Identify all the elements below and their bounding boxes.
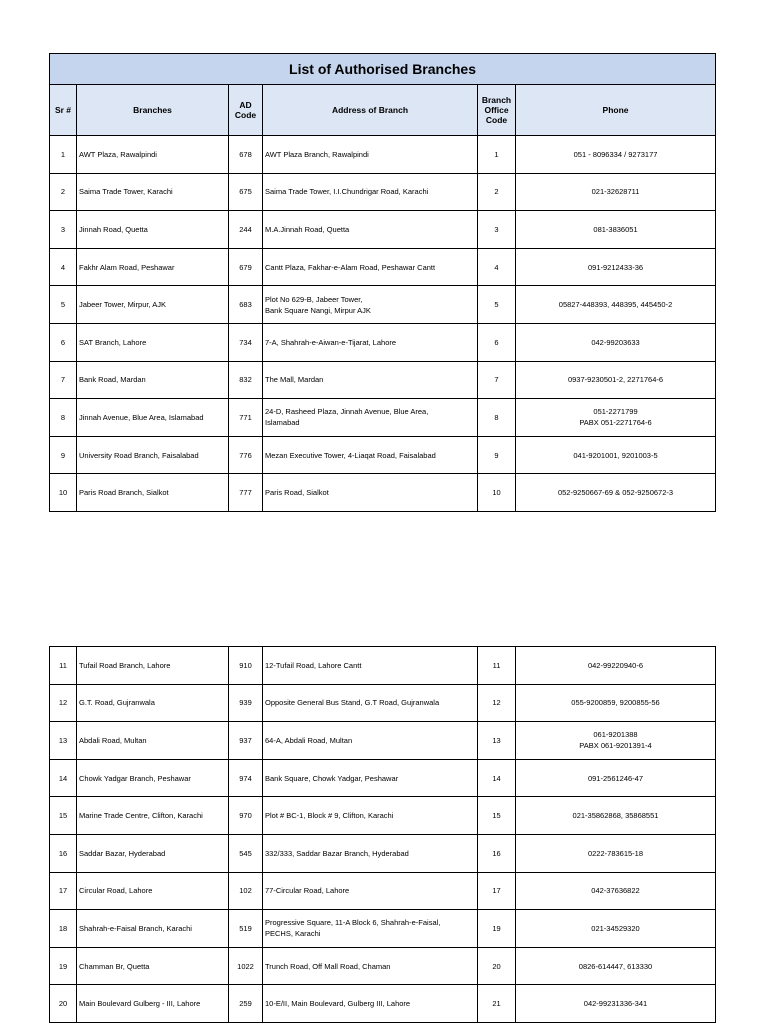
cell-line: 8 <box>494 412 499 422</box>
cell-sr <box>50 436 77 474</box>
cell-line: 10 <box>58 488 68 498</box>
cell-line: 091-9212433-36 <box>587 262 644 272</box>
cell-address <box>263 722 478 760</box>
cell-sr <box>50 323 77 361</box>
cell-line: Tufail Road Branch, Lahore <box>79 660 171 670</box>
header-phone: Phone <box>516 85 716 136</box>
cell-line: AWT Plaza Branch, Rawalpindi <box>265 149 369 159</box>
cell-line: 734 <box>239 337 252 347</box>
table-row <box>50 361 716 399</box>
cell-branch <box>77 248 229 286</box>
cell-sr <box>50 173 77 211</box>
table-row <box>50 985 716 1023</box>
cell-ad-code <box>229 211 263 249</box>
header-sr: Sr # <box>50 85 77 136</box>
cell-line: Jabeer Tower, Mirpur, AJK <box>79 300 166 310</box>
cell-sr <box>50 647 77 685</box>
table-row <box>50 211 716 249</box>
cell-line: 771 <box>239 412 252 422</box>
cell-line: 7 <box>494 375 499 385</box>
cell-phone <box>516 647 716 685</box>
cell-office-code <box>478 947 516 985</box>
table-row <box>50 323 716 361</box>
cell-phone <box>516 872 716 910</box>
cell-line: 055-9200859, 9200855-56 <box>571 698 660 708</box>
table-row <box>50 173 716 211</box>
cell-line: 832 <box>239 375 252 385</box>
cell-ad-code <box>229 647 263 685</box>
cell-line: 777 <box>239 488 252 498</box>
cell-ad-code <box>229 474 263 512</box>
cell-branch <box>77 797 229 835</box>
cell-branch <box>77 323 229 361</box>
cell-line: 0937-9230501-2, 2271764-6 <box>567 375 664 385</box>
table-row <box>50 248 716 286</box>
cell-line: 21 <box>492 999 501 1009</box>
cell-phone <box>516 985 716 1023</box>
cell-office-code <box>478 211 516 249</box>
cell-phone <box>516 361 716 399</box>
cell-ad-code <box>229 173 263 211</box>
cell-line: 13 <box>58 735 68 745</box>
cell-address <box>263 286 478 324</box>
cell-line: 519 <box>239 923 252 933</box>
cell-ad-code <box>229 797 263 835</box>
cell-line: 3 <box>494 224 499 234</box>
cell-ad-code <box>229 323 263 361</box>
cell-ad-code <box>229 684 263 722</box>
cell-line: Progressive Square, 11-A Block 6, Shahrah-e-Faisal, <box>265 918 441 928</box>
cell-office-code <box>478 872 516 910</box>
cell-phone <box>516 173 716 211</box>
cell-line: 14 <box>58 773 68 783</box>
cell-line: 20 <box>58 999 68 1009</box>
cell-line: 679 <box>239 262 252 272</box>
cell-line: 042-99203633 <box>591 337 640 347</box>
table-row <box>50 286 716 324</box>
cell-branch <box>77 173 229 211</box>
cell-office-code <box>478 173 516 211</box>
cell-line: Fakhr Alam Road, Peshawar <box>79 262 175 272</box>
table-header-row <box>50 85 716 136</box>
cell-branch <box>77 759 229 797</box>
cell-branch <box>77 399 229 437</box>
cell-line: Saima Trade Tower, I.I.Chundrigar Road, Karachi <box>265 187 429 197</box>
cell-phone <box>516 759 716 797</box>
cell-ad-code <box>229 834 263 872</box>
cell-line: 15 <box>492 811 501 821</box>
cell-line: 18 <box>58 923 68 933</box>
cell-line: PABX 061-9201391-4 <box>579 741 652 751</box>
cell-line: 052-9250667-69 & 052-9250672-3 <box>557 488 674 498</box>
cell-address <box>263 910 478 948</box>
cell-branch <box>77 947 229 985</box>
cell-line: 15 <box>58 811 68 821</box>
cell-sr <box>50 722 77 760</box>
cell-line: Jinnah Road, Quetta <box>79 224 148 234</box>
cell-line: 14 <box>492 773 501 783</box>
cell-line: 7-A, Shahrah-e-Aiwan-e-Tijarat, Lahore <box>265 337 397 347</box>
table-body-1 <box>50 136 716 512</box>
cell-line: 12 <box>492 698 501 708</box>
cell-line: University Road Branch, Faisalabad <box>79 450 199 460</box>
table-body-2 <box>50 647 716 1023</box>
cell-line: 19 <box>58 961 68 971</box>
cell-line: 7 <box>60 375 66 385</box>
cell-line: 091-2561246-47 <box>587 773 644 783</box>
cell-phone <box>516 323 716 361</box>
cell-address <box>263 647 478 685</box>
cell-line: 974 <box>239 773 252 783</box>
cell-ad-code <box>229 436 263 474</box>
cell-address <box>263 399 478 437</box>
cell-address <box>263 323 478 361</box>
table-row <box>50 910 716 948</box>
cell-branch <box>77 834 229 872</box>
cell-line: 259 <box>239 999 252 1009</box>
cell-line: Paris Road Branch, Sialkot <box>79 488 169 498</box>
cell-line: 11 <box>492 660 501 670</box>
cell-sr <box>50 947 77 985</box>
cell-sr <box>50 872 77 910</box>
table-row <box>50 872 716 910</box>
cell-address <box>263 361 478 399</box>
cell-line: 10-E/II, Main Boulevard, Gulberg III, Lahore <box>265 999 411 1009</box>
cell-address <box>263 947 478 985</box>
cell-line: 64-A, Abdali Road, Multan <box>265 735 353 745</box>
cell-sr <box>50 399 77 437</box>
cell-line: 3 <box>60 224 66 234</box>
cell-office-code <box>478 399 516 437</box>
cell-line: 041-9201001, 9201003-5 <box>573 450 658 460</box>
cell-line: 939 <box>239 698 252 708</box>
cell-line: 11 <box>59 660 67 670</box>
cell-line: 545 <box>239 848 252 858</box>
header-address: Address of Branch <box>263 85 478 136</box>
table-row <box>50 834 716 872</box>
cell-office-code <box>478 647 516 685</box>
cell-address <box>263 136 478 174</box>
cell-ad-code <box>229 286 263 324</box>
table-row <box>50 474 716 512</box>
branches-table-1 <box>49 53 716 512</box>
header-ad-code: AD Code <box>229 85 263 136</box>
cell-line: SAT Branch, Lahore <box>79 337 147 347</box>
cell-ad-code <box>229 722 263 760</box>
cell-line: 021-35862868, 35868551 <box>572 811 659 821</box>
cell-office-code <box>478 361 516 399</box>
cell-phone <box>516 722 716 760</box>
cell-line: Paris Road, Sialkot <box>265 488 329 498</box>
cell-sr <box>50 910 77 948</box>
table-row <box>50 947 716 985</box>
cell-line: Marine Trade Centre, Clifton, Karachi <box>79 811 203 821</box>
table-row <box>50 436 716 474</box>
cell-ad-code <box>229 985 263 1023</box>
cell-phone <box>516 834 716 872</box>
cell-line: 12-Tufail Road, Lahore Cantt <box>265 660 362 670</box>
cell-sr <box>50 136 77 174</box>
cell-branch <box>77 722 229 760</box>
cell-line: Islamabad <box>265 418 300 428</box>
cell-branch <box>77 361 229 399</box>
cell-line: 678 <box>239 149 252 159</box>
table-row <box>50 759 716 797</box>
cell-office-code <box>478 759 516 797</box>
cell-line: 683 <box>239 300 252 310</box>
cell-line: Bank Square Nangi, Mirpur AJK <box>265 305 371 315</box>
cell-line: 9 <box>60 450 66 460</box>
cell-line: 937 <box>239 735 252 745</box>
cell-line: 6 <box>60 337 66 347</box>
cell-line: 2 <box>60 187 66 197</box>
page-title: List of Authorised Branches <box>50 54 716 85</box>
cell-office-code <box>478 286 516 324</box>
cell-line: 675 <box>239 187 252 197</box>
cell-sr <box>50 361 77 399</box>
cell-line: 13 <box>492 735 501 745</box>
cell-office-code <box>478 722 516 760</box>
cell-line: 12 <box>58 698 68 708</box>
cell-line: Circular Road, Lahore <box>79 886 153 896</box>
cell-address <box>263 248 478 286</box>
cell-ad-code <box>229 759 263 797</box>
cell-ad-code <box>229 947 263 985</box>
cell-sr <box>50 985 77 1023</box>
cell-address <box>263 173 478 211</box>
cell-phone <box>516 910 716 948</box>
cell-office-code <box>478 136 516 174</box>
cell-office-code <box>478 910 516 948</box>
cell-line: PABX 051-2271764-6 <box>579 418 652 428</box>
cell-sr <box>50 759 77 797</box>
cell-branch <box>77 872 229 910</box>
cell-ad-code <box>229 248 263 286</box>
cell-line: Trunch Road, Off Mall Road, Chaman <box>265 961 391 971</box>
cell-ad-code <box>229 136 263 174</box>
cell-office-code <box>478 436 516 474</box>
cell-line: 081-3836051 <box>593 224 638 234</box>
cell-line: 061-9201388 <box>593 730 638 740</box>
cell-line: 970 <box>239 811 252 821</box>
cell-address <box>263 436 478 474</box>
cell-ad-code <box>229 361 263 399</box>
cell-phone <box>516 399 716 437</box>
cell-line: 102 <box>239 886 252 896</box>
cell-line: G.T. Road, Gujranwala <box>79 698 155 708</box>
cell-line: Chowk Yadgar Branch, Peshawar <box>79 773 191 783</box>
cell-sr <box>50 474 77 512</box>
cell-address <box>263 834 478 872</box>
cell-sr <box>50 248 77 286</box>
cell-sr <box>50 684 77 722</box>
table-row <box>50 684 716 722</box>
cell-branch <box>77 985 229 1023</box>
cell-line: 10 <box>492 488 501 498</box>
cell-line: 021-34529320 <box>591 923 640 933</box>
cell-office-code <box>478 797 516 835</box>
cell-line: The Mall, Mardan <box>265 375 324 385</box>
cell-line: 9 <box>494 450 499 460</box>
table-row <box>50 399 716 437</box>
cell-line: 042-99231336-341 <box>583 999 648 1009</box>
cell-line: Opposite General Bus Stand, G.T Road, Gujranwala <box>265 698 440 708</box>
cell-line: 1022 <box>237 961 254 971</box>
cell-line: 051-2271799 <box>593 407 638 417</box>
cell-line: 0826-614447, 613330 <box>578 961 653 971</box>
cell-line: 5 <box>494 300 499 310</box>
cell-ad-code <box>229 910 263 948</box>
cell-branch <box>77 436 229 474</box>
cell-line: PECHS, Karachi <box>265 929 321 939</box>
cell-line: 5 <box>60 300 66 310</box>
branches-table-2 <box>49 646 716 1023</box>
cell-phone <box>516 211 716 249</box>
cell-line: Plot # BC-1, Block # 9, Clifton, Karachi <box>265 811 394 821</box>
cell-line: Jinnah Avenue, Blue Area, Islamabad <box>79 412 204 422</box>
cell-phone <box>516 474 716 512</box>
cell-address <box>263 684 478 722</box>
cell-branch <box>77 211 229 249</box>
cell-line: 021-32628711 <box>591 187 640 197</box>
cell-line: 6 <box>494 337 499 347</box>
cell-line: 2 <box>494 187 499 197</box>
cell-line: 24-D, Rasheed Plaza, Jinnah Avenue, Blue Area, <box>265 407 429 417</box>
cell-line: Mezan Executive Tower, 4-Liaqat Road, Faisalabad <box>265 450 436 460</box>
cell-line: 05827-448393, 448395, 445450-2 <box>558 300 673 310</box>
cell-office-code <box>478 985 516 1023</box>
cell-phone <box>516 436 716 474</box>
table-row <box>50 722 716 760</box>
cell-line: 1 <box>494 149 499 159</box>
cell-line: 051 - 8096334 / 9273177 <box>573 149 658 159</box>
cell-address <box>263 211 478 249</box>
cell-line: Main Boulevard Gulberg - III, Lahore <box>79 999 201 1009</box>
cell-line: 4 <box>60 262 66 272</box>
cell-line: 042-99220940-6 <box>587 660 644 670</box>
cell-line: 77-Circular Road, Lahore <box>265 886 350 896</box>
cell-line: 1 <box>60 149 66 159</box>
cell-sr <box>50 286 77 324</box>
cell-sr <box>50 211 77 249</box>
cell-line: 17 <box>492 886 501 896</box>
cell-line: Chamman Br, Quetta <box>79 961 150 971</box>
cell-line: 0222-783615-18 <box>587 848 644 858</box>
cell-branch <box>77 647 229 685</box>
cell-office-code <box>478 248 516 286</box>
cell-sr <box>50 797 77 835</box>
cell-line: 776 <box>239 450 252 460</box>
cell-line: Bank Square, Chowk Yadgar, Peshawar <box>265 773 399 783</box>
cell-line: Cantt Plaza, Fakhar-e-Alam Road, Peshawar Cantt <box>265 262 436 272</box>
cell-office-code <box>478 323 516 361</box>
table-row <box>50 797 716 835</box>
cell-phone <box>516 797 716 835</box>
cell-line: 19 <box>492 923 501 933</box>
cell-address <box>263 985 478 1023</box>
cell-line: 16 <box>58 848 68 858</box>
cell-line: 16 <box>492 848 501 858</box>
cell-line: 042-37636822 <box>591 886 640 896</box>
cell-office-code <box>478 834 516 872</box>
cell-line: 332/333, Saddar Bazar Branch, Hyderabad <box>265 848 409 858</box>
cell-line: Shahrah-e-Faisal Branch, Karachi <box>79 923 192 933</box>
cell-branch <box>77 474 229 512</box>
cell-phone <box>516 947 716 985</box>
cell-branch <box>77 286 229 324</box>
cell-office-code <box>478 474 516 512</box>
cell-address <box>263 872 478 910</box>
cell-line: 910 <box>239 660 252 670</box>
cell-address <box>263 474 478 512</box>
cell-office-code <box>478 684 516 722</box>
cell-line: 20 <box>492 961 501 971</box>
table-row <box>50 647 716 685</box>
cell-line: Saddar Bazar, Hyderabad <box>79 848 166 858</box>
cell-ad-code <box>229 872 263 910</box>
cell-branch <box>77 136 229 174</box>
cell-address <box>263 759 478 797</box>
cell-line: Plot No 629-B, Jabeer Tower, <box>265 294 363 304</box>
cell-line: M.A.Jinnah Road, Quetta <box>265 224 350 234</box>
cell-branch <box>77 910 229 948</box>
cell-line: Saima Trade Tower, Karachi <box>79 187 173 197</box>
cell-line: AWT Plaza, Rawalpindi <box>79 149 157 159</box>
cell-address <box>263 797 478 835</box>
cell-sr <box>50 834 77 872</box>
cell-line: Abdali Road, Multan <box>79 735 147 745</box>
cell-phone <box>516 684 716 722</box>
cell-line: 17 <box>58 886 68 896</box>
cell-phone <box>516 286 716 324</box>
cell-line: 8 <box>60 412 66 422</box>
cell-line: Bank Road, Mardan <box>79 375 146 385</box>
header-branches: Branches <box>77 85 229 136</box>
cell-phone <box>516 248 716 286</box>
cell-line: 4 <box>494 262 499 272</box>
cell-line: 244 <box>239 224 252 234</box>
cell-phone <box>516 136 716 174</box>
table-row <box>50 136 716 174</box>
cell-branch <box>77 684 229 722</box>
cell-ad-code <box>229 399 263 437</box>
header-office-code: Branch Office Code <box>478 85 516 136</box>
